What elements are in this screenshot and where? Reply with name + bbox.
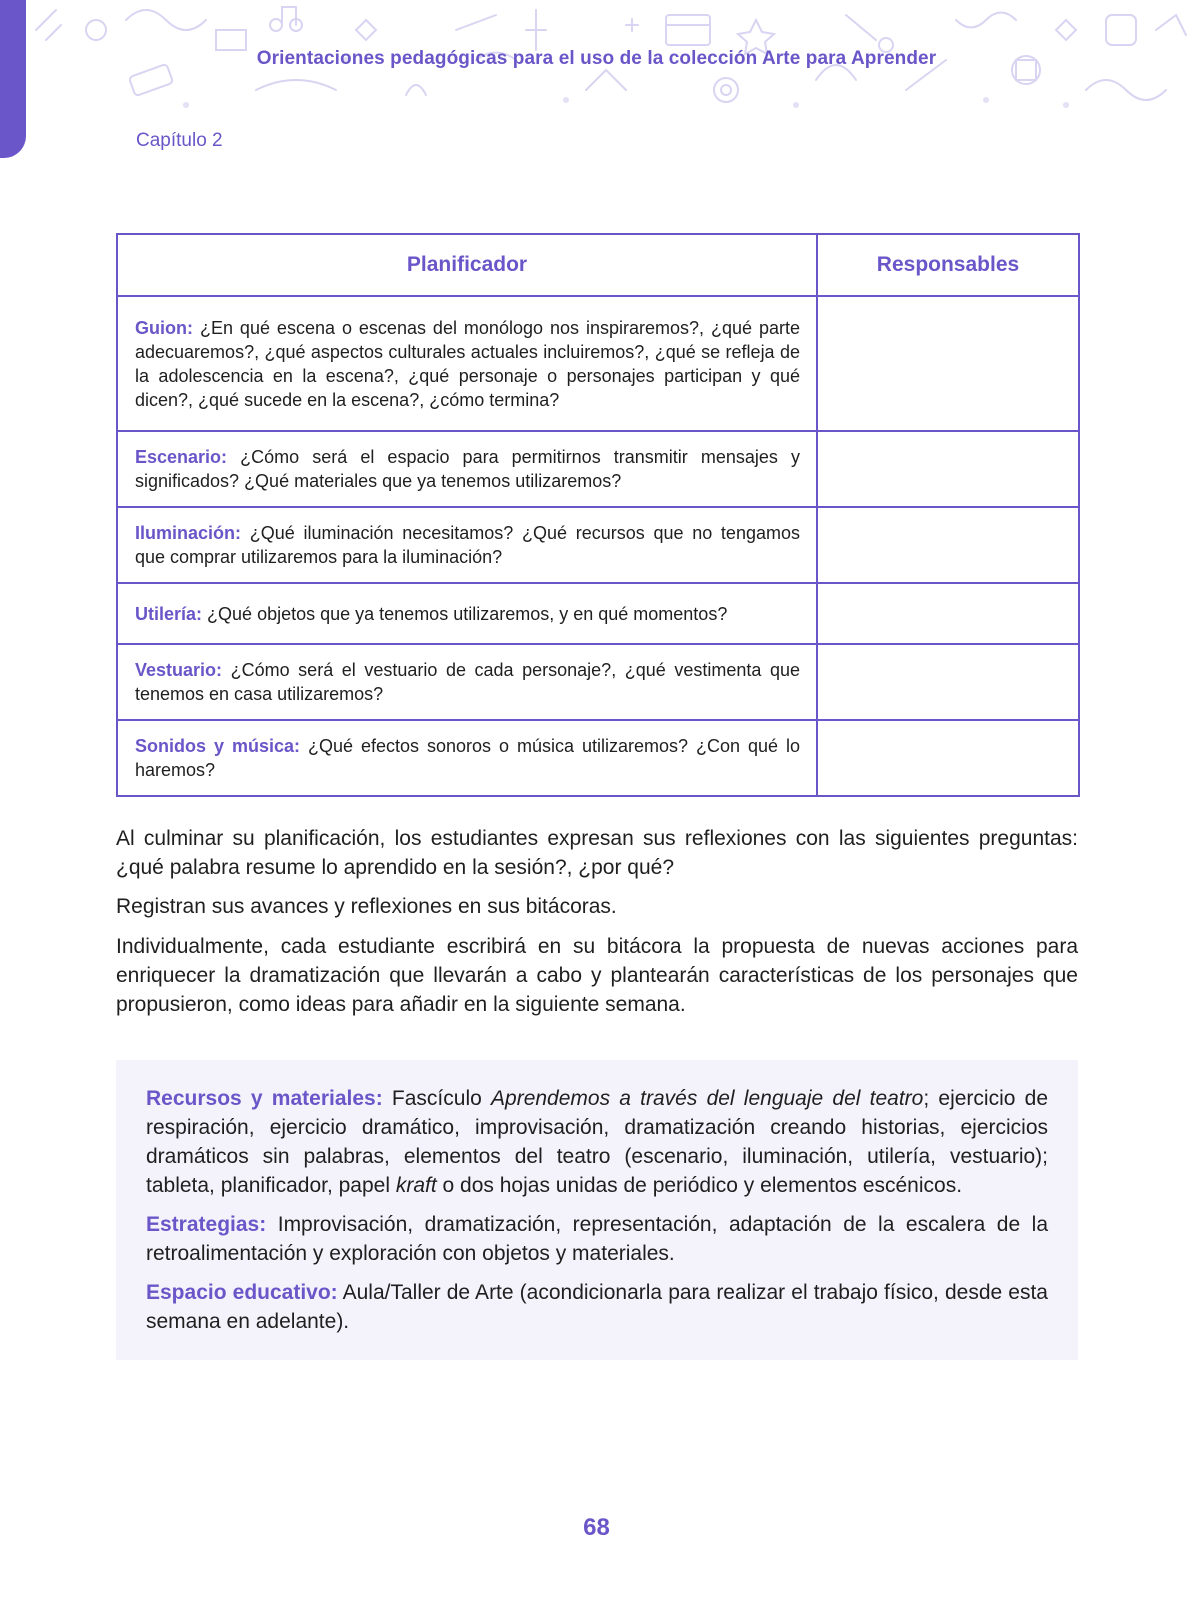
resources-paragraph <box>146 1084 1048 1200</box>
table-row <box>117 296 1079 431</box>
strategies-paragraph <box>146 1210 1048 1268</box>
table-row <box>117 583 1079 644</box>
chapter-side-tab <box>0 0 26 158</box>
resources-italic-title: Aprendemos a través del lenguaje del teatro <box>491 1087 924 1110</box>
page-number: 68 <box>583 1514 610 1541</box>
planner-cell-guion <box>117 296 817 431</box>
responsables-cell <box>817 583 1079 644</box>
row-question: ¿Cómo será el espacio para permitirnos transmitir mensajes y significados? ¿Qué materiales que ya tenemos utilizaremos? <box>135 447 800 491</box>
header-title: Orientaciones pedagógicas para el uso de la colección Arte para Aprender <box>256 48 937 69</box>
space-label: Espacio educativo: <box>146 1281 338 1304</box>
resources-text-2: ; ejercicio de respiración, ejercicio dramático, improvisación, dramatización creando historias, ejercicios dramáticos sin palabras, elementos del teatro (escenario, iluminación, utilería, vestuario); tableta, planificador, papel <box>146 1087 1048 1197</box>
responsables-cell <box>817 644 1079 720</box>
planner-cell-vestuario <box>117 644 817 720</box>
paragraph-register: Registran sus avances y reflexiones en sus bitácoras. <box>116 895 617 918</box>
row-question: ¿Qué efectos sonoros o música utilizaremos? ¿Con qué lo haremos? <box>135 736 800 780</box>
planner-cell-iluminacion <box>117 507 817 583</box>
resources-text-1: Fascículo <box>391 1087 482 1110</box>
paragraph-reflection: Al culminar su planificación, los estudiantes expresan sus reflexiones con las siguientes preguntas: ¿qué palabra resume lo aprendido en la sesión?, ¿por qué? <box>116 827 1078 879</box>
row-label: Sonidos y música: <box>135 736 300 756</box>
responsables-cell <box>817 720 1079 796</box>
row-question: ¿Qué iluminación necesitamos? ¿Qué recursos que no tengamos que comprar utilizaremos para la iluminación? <box>135 523 800 567</box>
planner-cell-utileria <box>117 583 817 644</box>
planner-cell-sonidos <box>117 720 817 796</box>
resources-text-3: o dos hojas unidas de periódico y elementos escénicos. <box>442 1174 963 1197</box>
row-question: ¿Cómo será el vestuario de cada personaje?, ¿qué vestimenta que tenemos en casa utilizaremos? <box>135 660 800 704</box>
strategies-label: Estrategias: <box>146 1213 267 1236</box>
responsables-cell <box>817 296 1079 431</box>
responsables-cell <box>817 431 1079 507</box>
row-label: Vestuario: <box>135 660 223 680</box>
strategies-text: Improvisación, dramatización, representación, adaptación de la escalera de la retroalimentación y exploración con objetos y materiales. <box>146 1213 1048 1265</box>
row-question: ¿En qué escena o escenas del monólogo nos inspiraremos?, ¿qué parte adecuaremos?, ¿qué aspectos culturales actuales incluiremos?, ¿qué se refleja de la adolescencia en la escena?, ¿qué personaje o personajes participan y qué dicen?, ¿qué sucede en la escena?, ¿cómo termina? <box>135 317 800 410</box>
table-row <box>117 507 1079 583</box>
row-label: Guion: <box>135 317 193 338</box>
resources-label: Recursos y materiales: <box>146 1087 383 1110</box>
row-label: Escenario: <box>135 447 228 467</box>
planner-header-row <box>117 234 1079 296</box>
responsables-cell <box>817 507 1079 583</box>
space-paragraph <box>146 1278 1048 1336</box>
space-text: Aula/Taller de Arte (acondicionarla para realizar el trabajo físico, desde esta semana en adelante). <box>146 1281 1048 1333</box>
planner-cell-escenario <box>117 431 817 507</box>
header-planificador: Planificador <box>117 234 817 296</box>
table-row <box>117 720 1079 796</box>
row-question: ¿Qué objetos que ya tenemos utilizaremos, y en qué momentos? <box>207 603 728 624</box>
resources-italic-kraft: kraft <box>395 1174 437 1197</box>
header-responsables: Responsables <box>817 234 1079 296</box>
paragraph-individual: Individualmente, cada estudiante escribirá en su bitácora la propuesta de nuevas acciones para enriquecer la dramatización que llevarán a cabo y plantearán características de los personajes que propusieron, como ideas para añadir en la siguiente semana. <box>116 935 1078 1016</box>
chapter-label: Capítulo 2 <box>136 130 223 151</box>
table-row <box>117 644 1079 720</box>
planner-table <box>116 233 1080 797</box>
resources-box <box>116 1060 1078 1360</box>
table-row <box>117 431 1079 507</box>
row-label: Iluminación: <box>135 523 242 543</box>
row-label: Utilería: <box>135 603 203 624</box>
